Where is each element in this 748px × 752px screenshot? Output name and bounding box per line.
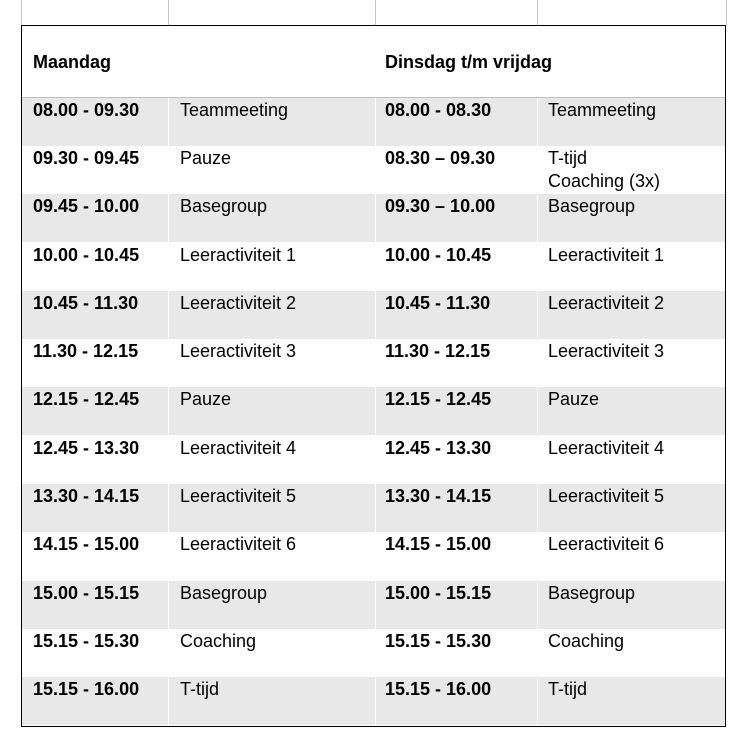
weekday-activity: Basegroup xyxy=(548,196,636,216)
monday-time: 09.30 - 09.45 xyxy=(33,148,140,168)
monday-activity: Leeractiviteit 6 xyxy=(180,534,297,554)
monday-time: 09.45 - 10.00 xyxy=(33,196,140,216)
table-row xyxy=(22,532,725,580)
table-row xyxy=(22,194,725,242)
table-row xyxy=(22,291,725,339)
weekday-activity: Leeractiviteit 2 xyxy=(548,293,665,313)
monday-time: 14.15 - 15.00 xyxy=(33,534,140,554)
top-margin-marks xyxy=(0,0,748,25)
monday-activity: Leeractiviteit 1 xyxy=(180,245,297,265)
margin-tick xyxy=(537,0,538,25)
monday-activity: Leeractiviteit 2 xyxy=(180,293,297,313)
table-row xyxy=(22,629,725,677)
header-tuesday-friday: Dinsdag t/m vrijdag xyxy=(385,52,553,72)
weekday-activity: Leeractiviteit 1 xyxy=(548,245,665,265)
monday-activity: Leeractiviteit 3 xyxy=(180,341,297,361)
column-divider xyxy=(168,98,169,726)
table-row xyxy=(22,677,725,725)
monday-activity: Basegroup xyxy=(180,196,268,216)
column-divider xyxy=(537,98,538,726)
weekday-time: 10.00 - 10.45 xyxy=(385,245,492,265)
weekday-activity: T-tijd xyxy=(548,679,588,699)
table-row xyxy=(22,98,725,146)
schedule-table xyxy=(21,25,726,727)
weekday-activity: Leeractiviteit 6 xyxy=(548,534,665,554)
monday-time: 15.15 - 16.00 xyxy=(33,679,140,699)
weekday-time: 15.15 - 16.00 xyxy=(385,679,492,699)
table-row xyxy=(22,436,725,484)
table-row xyxy=(22,387,725,435)
monday-activity: Coaching xyxy=(180,631,257,651)
monday-time: 10.00 - 10.45 xyxy=(33,245,140,265)
weekday-time: 08.30 – 09.30 xyxy=(385,148,496,168)
header-monday: Maandag xyxy=(33,52,112,72)
weekday-time: 14.15 - 15.00 xyxy=(385,534,492,554)
monday-activity: Leeractiviteit 4 xyxy=(180,438,297,458)
margin-tick xyxy=(726,0,727,25)
monday-time: 13.30 - 14.15 xyxy=(33,486,140,506)
weekday-time: 08.00 - 08.30 xyxy=(385,100,492,120)
weekday-time: 15.00 - 15.15 xyxy=(385,583,492,603)
column-divider xyxy=(375,98,376,726)
margin-tick xyxy=(21,0,22,25)
monday-activity: Pauze xyxy=(180,389,232,409)
table-row xyxy=(22,581,725,629)
weekday-activity: Basegroup xyxy=(548,583,636,603)
weekday-activity: Leeractiviteit 3 xyxy=(548,341,665,361)
monday-activity: Pauze xyxy=(180,148,232,168)
weekday-activity: Teammeeting xyxy=(548,100,657,120)
weekday-activity: Leeractiviteit 4 xyxy=(548,438,665,458)
monday-activity: T-tijd xyxy=(180,679,220,699)
table-row xyxy=(22,339,725,387)
weekday-activity: Coaching xyxy=(548,631,625,651)
margin-tick xyxy=(375,0,376,25)
table-header xyxy=(22,26,725,98)
table-row xyxy=(22,484,725,532)
margin-tick xyxy=(168,0,169,25)
weekday-time: 10.45 - 11.30 xyxy=(385,293,491,313)
monday-activity: Teammeeting xyxy=(180,100,289,120)
weekday-activity: Pauze xyxy=(548,389,600,409)
monday-time: 08.00 - 09.30 xyxy=(33,100,140,120)
weekday-time: 12.45 - 13.30 xyxy=(385,438,492,458)
monday-time: 12.45 - 13.30 xyxy=(33,438,140,458)
table-row xyxy=(22,243,725,291)
weekday-time: 09.30 – 10.00 xyxy=(385,196,496,216)
weekday-time: 12.15 - 12.45 xyxy=(385,389,492,409)
weekday-time: 13.30 - 14.15 xyxy=(385,486,492,506)
monday-time: 15.15 - 15.30 xyxy=(33,631,140,651)
monday-activity: Leeractiviteit 5 xyxy=(180,486,297,506)
monday-time: 15.00 - 15.15 xyxy=(33,583,140,603)
weekday-activity: Leeractiviteit 5 xyxy=(548,486,665,506)
table-row xyxy=(22,146,725,194)
weekday-time: 15.15 - 15.30 xyxy=(385,631,492,651)
monday-activity: Basegroup xyxy=(180,583,268,603)
weekday-activity: T-tijd Coaching (3x) xyxy=(548,148,661,191)
monday-time: 10.45 - 11.30 xyxy=(33,293,139,313)
monday-time: 11.30 - 12.15 xyxy=(33,341,139,361)
monday-time: 12.15 - 12.45 xyxy=(33,389,140,409)
weekday-time: 11.30 - 12.15 xyxy=(385,341,491,361)
